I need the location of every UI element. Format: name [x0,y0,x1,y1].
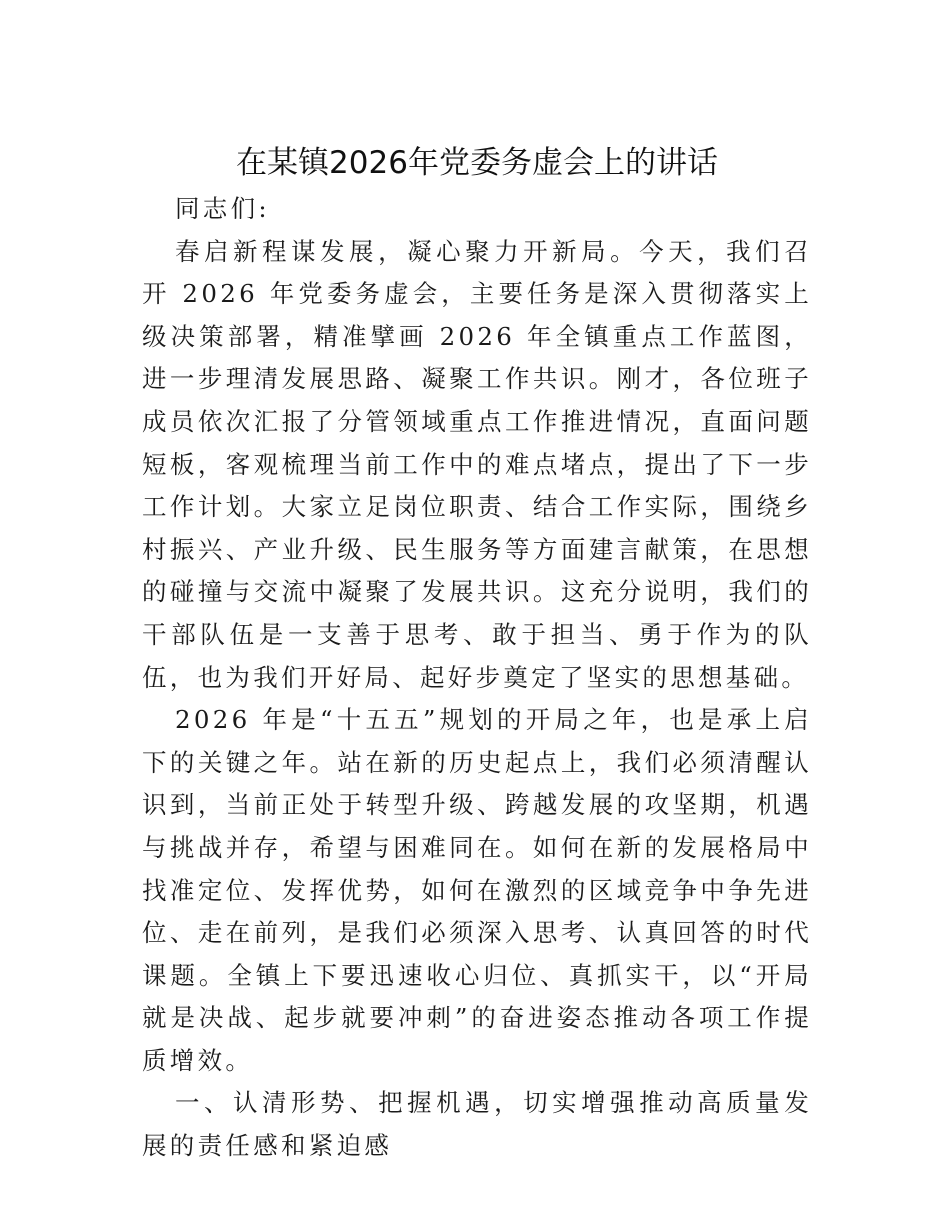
document-title: 在某镇2026年党委务虚会上的讲话 [236,145,718,181]
document-page [142,138,812,1168]
paragraph-1: 春启新程谋发展，凝心聚力开新局。今天，我们召开 2026 年党委务虚会，主要任务是深入贯彻落实上级决策部署，精准擘画 2026 年全镇重点工作蓝图，进一步理清发展思路、凝聚工作共识。刚才，各位班子成员依次汇报了分管领域重点工作推进情况，直面问题短板，客观梳理当前工作中的难点堵点，提出了下一步工作计划。大家立足岗位职责、结合工作实际，围绕乡村振兴、产业升级、民生服务等方面建言献策，在思想的碰撞与交流中凝聚了发展共识。这充分说明，我们的干部队伍是一支善于思考、敢于担当、勇于作为的队伍，也为我们开好局、起好步奠定了坚实的思想基础。 [142,236,812,692]
section-heading: 一、认清形势、把握机遇，切实增强推动高质量发展的责任感和紧迫感 [142,1088,812,1161]
salutation: 同志们: [175,194,270,223]
paragraph-2: 2026 年是“十五五”规划的开局之年，也是承上启下的关键之年。站在新的历史起点上，我们必须清醒认识到，当前正处于转型升级、跨越发展的攻坚期，机遇与挑战并存，希望与困难同在。如何在新的发展格局中找准定位、发挥优势，如何在激烈的区域竞争中争先进位、走在前列，是我们必须深入思考、认真回答的时代课题。全镇上下要迅速收心归位、真抓实干，以“开局就是决战、起步就要冲刺”的奋进姿态推动各项工作提质增效。 [142,705,812,1075]
